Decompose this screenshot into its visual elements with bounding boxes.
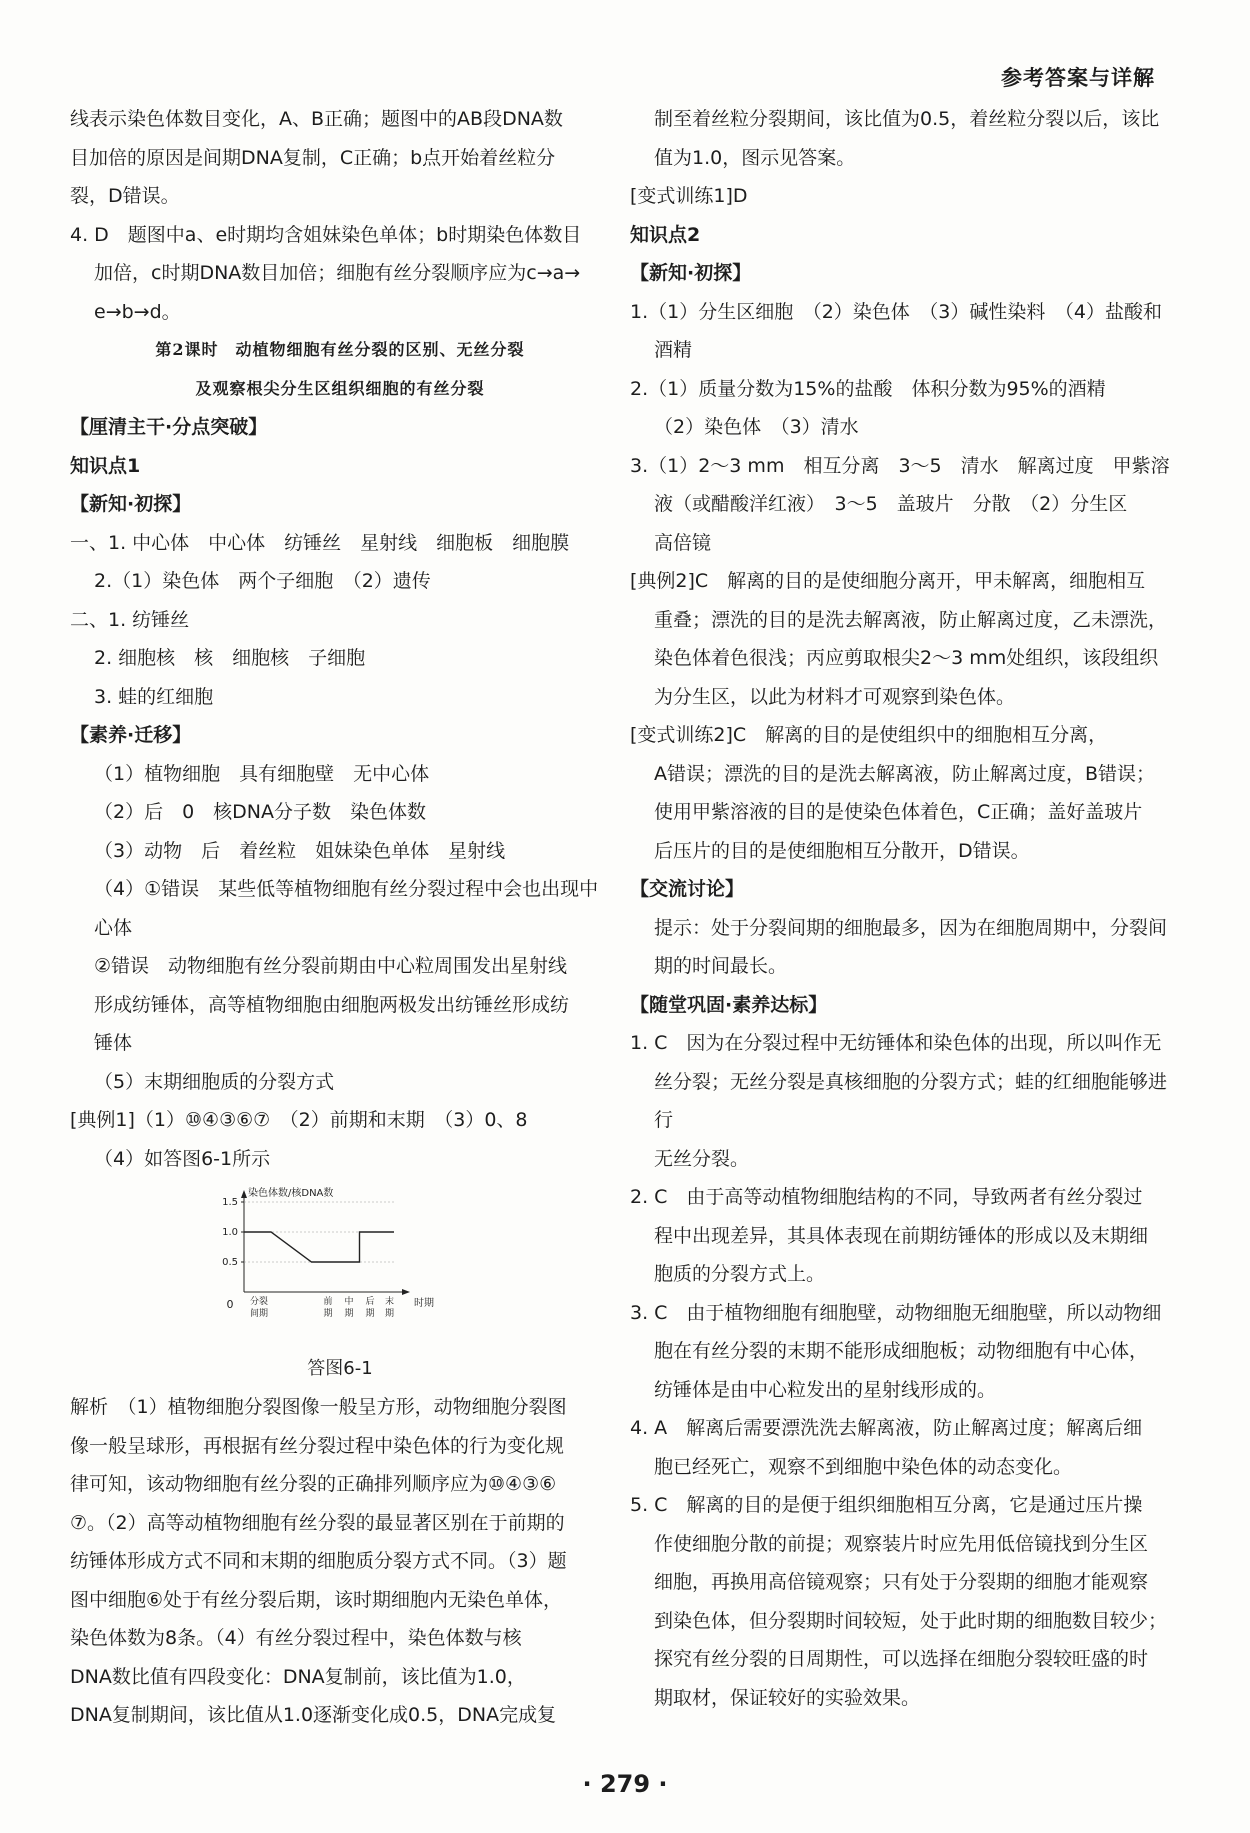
text-line: 纺锤体是由中心粒发出的星射线形成的。 xyxy=(654,1378,997,1401)
y-tick-label: 1.0 xyxy=(222,1227,238,1238)
figure-caption: 答图6-1 xyxy=(307,1357,373,1379)
text-line: 丝分裂；无丝分裂是真核细胞的分裂方式；蛙的红细胞能够进行 xyxy=(654,1070,1168,1131)
text-line: 3. 蛙的红细胞 xyxy=(94,685,214,708)
text-line: （2）后 0 核DNA分子数 染色体数 xyxy=(94,801,427,823)
text-line: 胞在有丝分裂的末期不能形成细胞板；动物细胞有中心体， xyxy=(654,1340,1149,1362)
text-line: （1）植物细胞 具有细胞壁 无中心体 xyxy=(94,762,430,785)
text-line: （5）末期细胞质的分裂方式 xyxy=(94,1070,335,1093)
text-line: 一、1. 中心体 中心体 纺锤丝 星射线 细胞板 细胞膜 xyxy=(70,531,570,554)
answer-item-5: 5. C 解离的目的是便于组织细胞相互分离，它是通过压片操 xyxy=(630,1494,1143,1516)
text-line: e→b→d。 xyxy=(94,300,181,323)
knowledge-point-heading: 知识点2 xyxy=(630,223,701,246)
text-line: 液（或醋酸洋红液） 3～5 盖玻片 分散 （2）分生区 xyxy=(654,493,1128,515)
text-line: 像一般呈球形，再根据有丝分裂过程中染色体的行为变化规 xyxy=(70,1434,565,1457)
left-column xyxy=(70,100,610,1735)
text-line: 目加倍的原因是间期DNA复制，C正确；b点开始着丝粒分 xyxy=(70,146,556,169)
text-line: 裂，D错误。 xyxy=(70,185,180,207)
y-tick-label: 0.5 xyxy=(222,1257,238,1268)
text-line: 为分生区，以此为材料才可观察到染色体。 xyxy=(654,685,1016,708)
text-line: 使用甲紫溶液的目的是使染色体着色，C正确；盖好盖玻片 xyxy=(654,801,1143,823)
text-line: 期的时间最长。 xyxy=(654,955,788,977)
knowledge-point-heading: 知识点1 xyxy=(70,454,141,477)
text-line: 2. 细胞核 核 细胞核 子细胞 xyxy=(94,647,366,669)
answer-item-2: 2. C 由于高等动植物细胞结构的不同，导致两者有丝分裂过 xyxy=(630,1186,1143,1208)
text-line: 纺锤体形成方式不同和末期的细胞质分裂方式不同。（3）题 xyxy=(70,1550,567,1572)
text-line: （3）动物 后 着丝粒 姐妹染色单体 星射线 xyxy=(94,839,506,862)
text-line: DNA复制期间，该比值从1.0逐渐变化成0.5，DNA完成复 xyxy=(70,1704,557,1726)
text-line: 无丝分裂。 xyxy=(654,1147,750,1170)
text-line: （4）如答图6-1所示 xyxy=(94,1147,271,1170)
text-line: 染色体着色很浅；丙应剪取根尖2～3 mm处组织，该段组织 xyxy=(654,647,1159,669)
text-line: 1.（1）分生区细胞 （2）染色体 （3）碱性染料 （4）盐酸和 xyxy=(630,300,1162,323)
text-line: ⑦。（2）高等动植物细胞有丝分裂的最显著区别在于前期的 xyxy=(70,1511,565,1534)
text-line: 锤体 xyxy=(94,1032,133,1054)
x-tick-label: 期 xyxy=(323,1309,333,1319)
text-line: 值为1.0，图示见答案。 xyxy=(654,146,856,169)
text-line: 3.（1）2～3 mm 相互分离 3～5 清水 解离过度 甲紫溶 xyxy=(630,454,1170,477)
answer-item-3: 3. C 由于植物细胞有细胞壁，动物细胞无细胞壁，所以动物细 xyxy=(630,1301,1162,1324)
x-tick-label: 间期 xyxy=(249,1309,269,1319)
explanation-line: 解析 （1）植物细胞分裂图像一般呈方形，动物细胞分裂图 xyxy=(70,1396,567,1418)
x-tick-label: 前 xyxy=(323,1297,333,1307)
subsection-heading: 【交流讨论】 xyxy=(630,878,745,900)
text-line: 探究有丝分裂的日周期性，可以选择在细胞分裂较旺盛的时 xyxy=(654,1648,1149,1670)
variant-training-1: [变式训练1]D xyxy=(630,185,748,207)
subsection-heading: 【新知·初探】 xyxy=(70,493,192,515)
text-line: 形成纺锤体，高等植物细胞由细胞两极发出纺锤丝形成纺 xyxy=(94,993,570,1016)
text-line: 图中细胞⑥处于有丝分裂后期，该时期细胞内无染色单体， xyxy=(70,1588,563,1611)
text-line: ②错误 动物细胞有丝分裂前期由中心粒周围发出星射线 xyxy=(94,955,568,977)
x-axis-arrow xyxy=(402,1289,410,1295)
x-tick-label: 期 xyxy=(365,1309,375,1319)
lesson-title-line2: 及观察根尖分生区组织细胞的有丝分裂 xyxy=(195,378,485,398)
answer-item-4: 4. D 题图中a、e时期均含姐妹染色单体；b时期染色体数目 xyxy=(70,223,582,246)
text-line: 律可知，该动物细胞有丝分裂的正确排列顺序应为⑩④③⑥ xyxy=(70,1473,557,1495)
text-line: 心体 xyxy=(94,916,133,939)
text-line: 2.（1）染色体 两个子细胞 （2）遗传 xyxy=(94,570,431,592)
x-tick-label: 期 xyxy=(344,1309,354,1319)
example-2: [典例2]C 解离的目的是使细胞分离开，甲未解离，细胞相互 xyxy=(630,570,1146,592)
running-header: 参考答案与详解 xyxy=(1001,66,1155,90)
text-line: 酒精 xyxy=(654,339,693,361)
text-line: A错误；漂洗的目的是洗去解离液，防止解离过度，B错误； xyxy=(654,762,1156,785)
x-tick-label: 分裂 xyxy=(249,1297,269,1307)
text-line: 期取材，保证较好的实验效果。 xyxy=(654,1686,921,1709)
text-line: 高倍镜 xyxy=(654,531,712,554)
origin-label: 0 xyxy=(226,1298,234,1311)
x-tick-label: 中 xyxy=(344,1297,354,1307)
text-line: 线表示染色体数目变化，A、B正确；题图中的AB段DNA数 xyxy=(70,108,563,130)
text-line: 制至着丝粒分裂期间，该比值为0.5，着丝粒分裂以后，该比 xyxy=(654,108,1160,130)
text-line: 提示：处于分裂间期的细胞最多，因为在细胞周期中，分裂间 xyxy=(654,916,1168,939)
right-column xyxy=(630,100,1170,1717)
text-line: 到染色体，但分裂期时间较短，处于此时期的细胞数目较少； xyxy=(654,1609,1168,1632)
text-line: （4）①错误 某些低等植物细胞有丝分裂过程中会也出现中 xyxy=(94,878,599,900)
text-line: 重叠；漂洗的目的是洗去解离液，防止解离过度，乙未漂洗， xyxy=(654,608,1168,631)
text-line: 后压片的目的是使细胞相互分散开，D错误。 xyxy=(654,839,1030,862)
text-line: 2.（1）质量分数为15%的盐酸 体积分数为95%的酒精 xyxy=(630,377,1106,400)
variant-training-2: [变式训练2]C 解离的目的是使组织中的细胞相互分离， xyxy=(630,724,1108,746)
text-line: 细胞，再换用高倍镜观察；只有处于分裂期的细胞才能观察 xyxy=(654,1571,1149,1593)
answer-item-1: 1. C 因为在分裂过程中无纺锤体和染色体的出现，所以叫作无 xyxy=(630,1032,1162,1054)
text-line: 加倍，c时期DNA数目加倍；细胞有丝分裂顺序应为c→a→ xyxy=(94,262,581,284)
figure-6-1 xyxy=(210,1184,610,1348)
x-tick-label: 后 xyxy=(365,1297,375,1307)
text-line: 染色体数为8条。（4）有丝分裂过程中，染色体数与核 xyxy=(70,1627,522,1649)
answer-item-4: 4. A 解离后需要漂洗洗去解离液，防止解离过度；解离后细 xyxy=(630,1417,1143,1439)
text-line: 作使细胞分散的前提；观察装片时应先用低倍镜找到分生区 xyxy=(654,1532,1149,1555)
series-line xyxy=(244,1232,394,1262)
y-tick-label: 1.5 xyxy=(222,1197,238,1208)
subsection-heading: 【新知·初探】 xyxy=(630,262,752,284)
section-heading: 【随堂巩固·素养达标】 xyxy=(630,993,828,1016)
example-1: [典例1]（1）⑩④③⑥⑦ （2）前期和末期 （3）0、8 xyxy=(70,1109,528,1131)
page-number: · 279 · xyxy=(582,1770,668,1798)
subsection-heading: 【素养·迁移】 xyxy=(70,724,192,746)
y-axis-arrow xyxy=(241,1190,247,1198)
text-line: 二、1. 纺锤丝 xyxy=(70,608,190,631)
ratio-line-chart xyxy=(210,1184,450,1334)
x-axis-label: 时期 xyxy=(414,1298,434,1309)
text-line: 胞已经死亡，观察不到细胞中染色体的动态变化。 xyxy=(654,1455,1073,1478)
y-axis-label: 染色体数/核DNA数 xyxy=(248,1188,334,1199)
lesson-title: 第2课时 动植物细胞有丝分裂的区别、无丝分裂 xyxy=(155,340,525,359)
text-line: （2）染色体 （3）清水 xyxy=(654,416,859,438)
text-line: DNA数比值有四段变化：DNA复制前，该比值为1.0， xyxy=(70,1665,526,1688)
text-line: 程中出现差异，其具体表现在前期纺锤体的形成以及末期细 xyxy=(654,1224,1149,1247)
text-line: 胞质的分裂方式上。 xyxy=(654,1263,826,1285)
x-tick-label: 末 xyxy=(384,1297,395,1307)
x-tick-label: 期 xyxy=(384,1309,395,1319)
section-heading: 【厘清主干·分点突破】 xyxy=(70,416,268,438)
